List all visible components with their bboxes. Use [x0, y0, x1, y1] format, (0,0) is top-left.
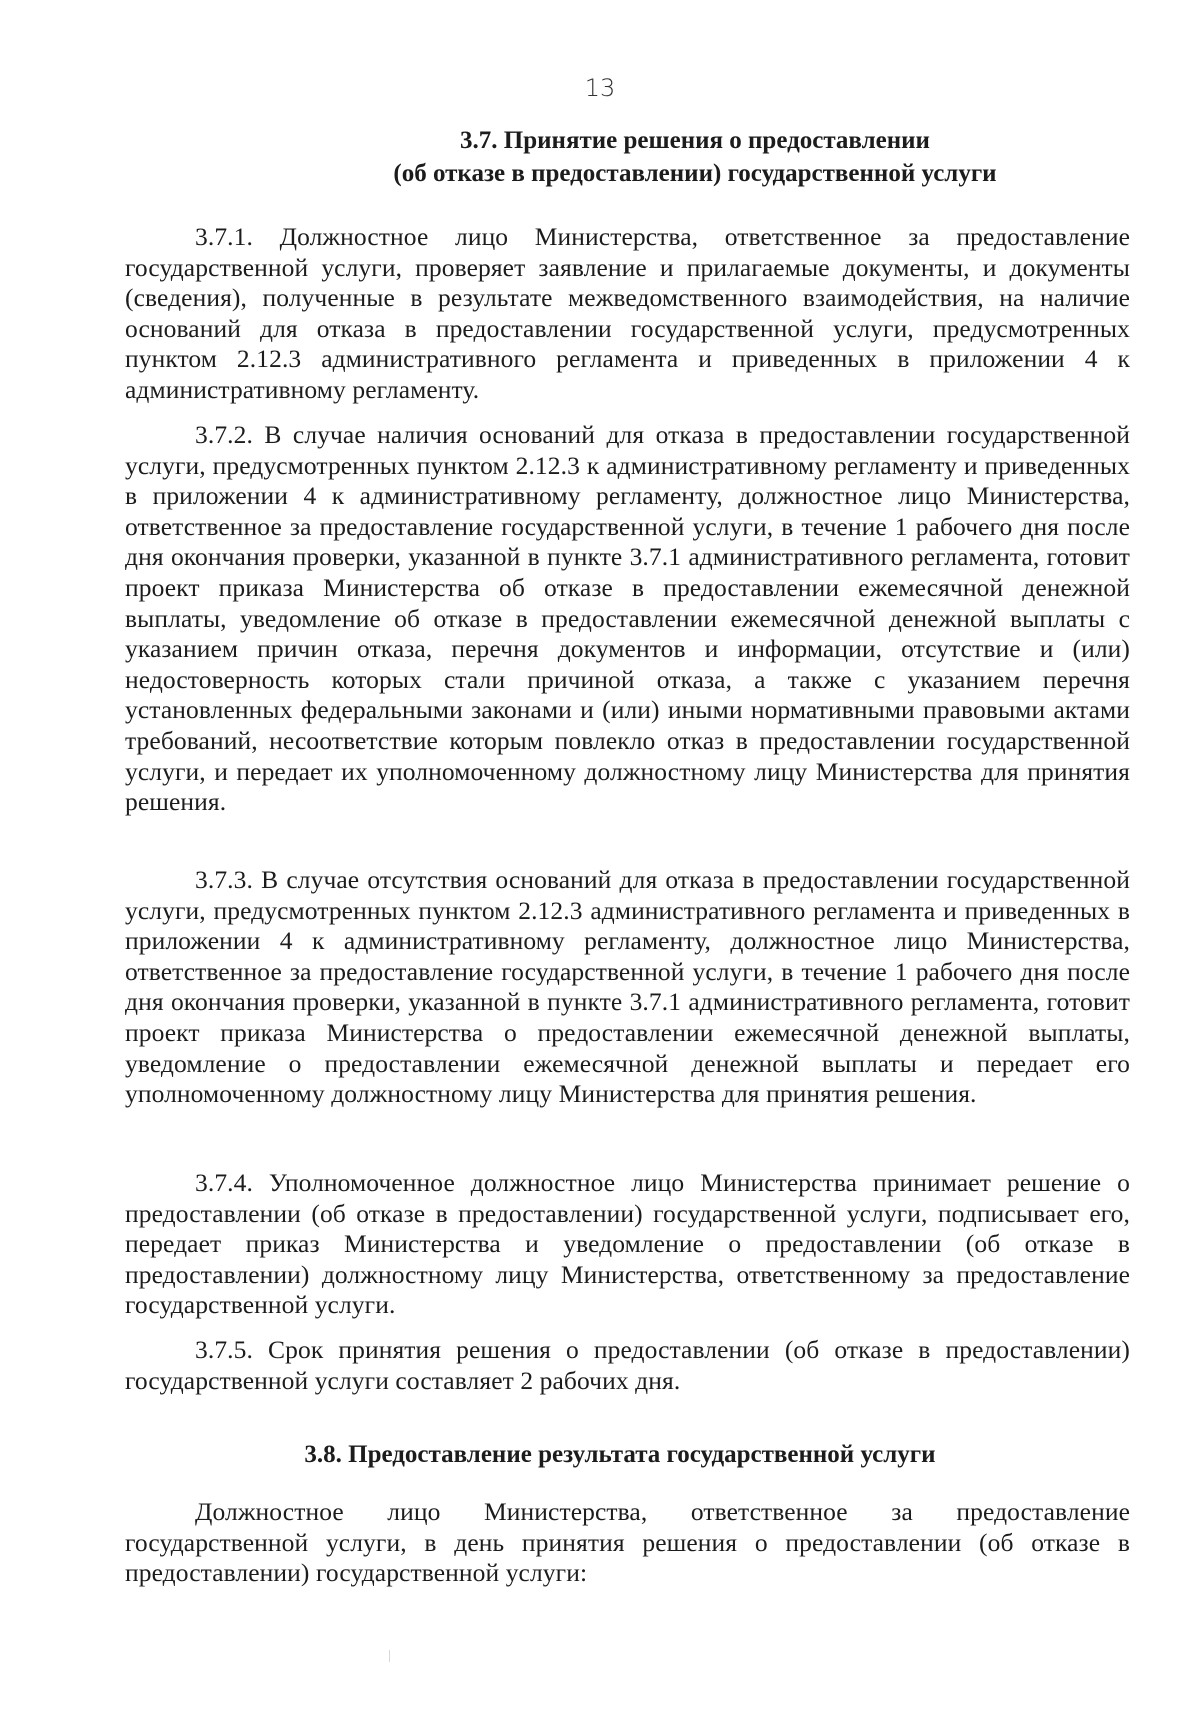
- paragraph-3-7-4: 3.7.4. Уполномоченное должностное лицо Министерства принимает решение о предоставлении (об отказе в предоставлении) государственной услуги, подписывает его, передает приказ Министерства и уведомление о предоставлении (об отказе в предоставлении) должностному лицу Министерства, ответственному за предоставление государственной услуги.: [125, 1168, 1130, 1320]
- paragraph-3-7-1: 3.7.1. Должностное лицо Министерства, ответственное за предоставление государственной услуги, проверяет заявление и прилагаемые документы, и документы (сведения), полученные в результате межведомственного взаимодействия, на наличие оснований для отказа в предоставлении государственной услуги, предусмотренных пунктом 2.12.3 административного регламента и приведенных в приложении 4 к административному регламенту.: [125, 222, 1130, 404]
- section-3-7-heading-line1: 3.7. Принятие решения о предоставлении: [460, 127, 930, 154]
- paragraph-3-7-3: 3.7.3. В случае отсутствия оснований для отказа в предоставлении государственной услуги, предусмотренных пунктом 2.12.3 административного регламента и приведенных в приложении 4 к административному регламенту, должностное лицо Министерства, ответственное за предоставление государственной услуги, в течение 1 рабочего дня после дня окончания проверки, указанной в пункте 3.7.1 административного регламента, готовит проект приказа Министерства о предоставлении ежемесячной денежной выплаты, уведомление о предоставлении ежемесячной денежной выплаты и передает его уполномоченному должностному лицу Министерства для принятия решения.: [125, 865, 1130, 1109]
- paragraph-3-7-5: 3.7.5. Срок принятия решения о предоставлении (об отказе в предоставлении) государственной услуги составляет 2 рабочих дня.: [125, 1335, 1130, 1395]
- section-3-7-heading: [190, 124, 1200, 190]
- section-3-7-heading-line2: (об отказе в предоставлении) государственной услуги: [393, 160, 997, 187]
- scan-mark: [389, 1650, 390, 1662]
- section-3-8-heading: 3.8. Предоставление результата государственной услуги: [304, 1441, 936, 1468]
- paragraph-3-8-intro: Должностное лицо Министерства, ответственное за предоставление государственной услуги, в день принятия решения о предоставлении (об отказе в предоставлении) государственной услуги:: [125, 1497, 1130, 1588]
- page-number: 13: [584, 74, 616, 102]
- paragraph-3-7-2: 3.7.2. В случае наличия оснований для отказа в предоставлении государственной услуги, предусмотренных пунктом 2.12.3 к административному регламенту и приведенных в приложении 4 к административному регламенту, должностное лицо Министерства, ответственное за предоставление государственной услуги, в течение 1 рабочего дня после дня окончания проверки, указанной в пункте 3.7.1 административного регламента, готовит проект приказа Министерства об отказе в предоставлении ежемесячной денежной выплаты, уведомление об отказе в предоставлении ежемесячной денежной выплаты с указанием причин отказа, перечня документов и информации, отсутствие и (или) недостоверность которых стали причиной отказа, а также с указанием перечня установленных федеральными законами и (или) иными нормативными правовыми актами требований, несоответствие которым повлекло отказ в предоставлении государственной услуги, и передает их уполномоченному должностному лицу Министерства для принятия решения.: [125, 420, 1130, 817]
